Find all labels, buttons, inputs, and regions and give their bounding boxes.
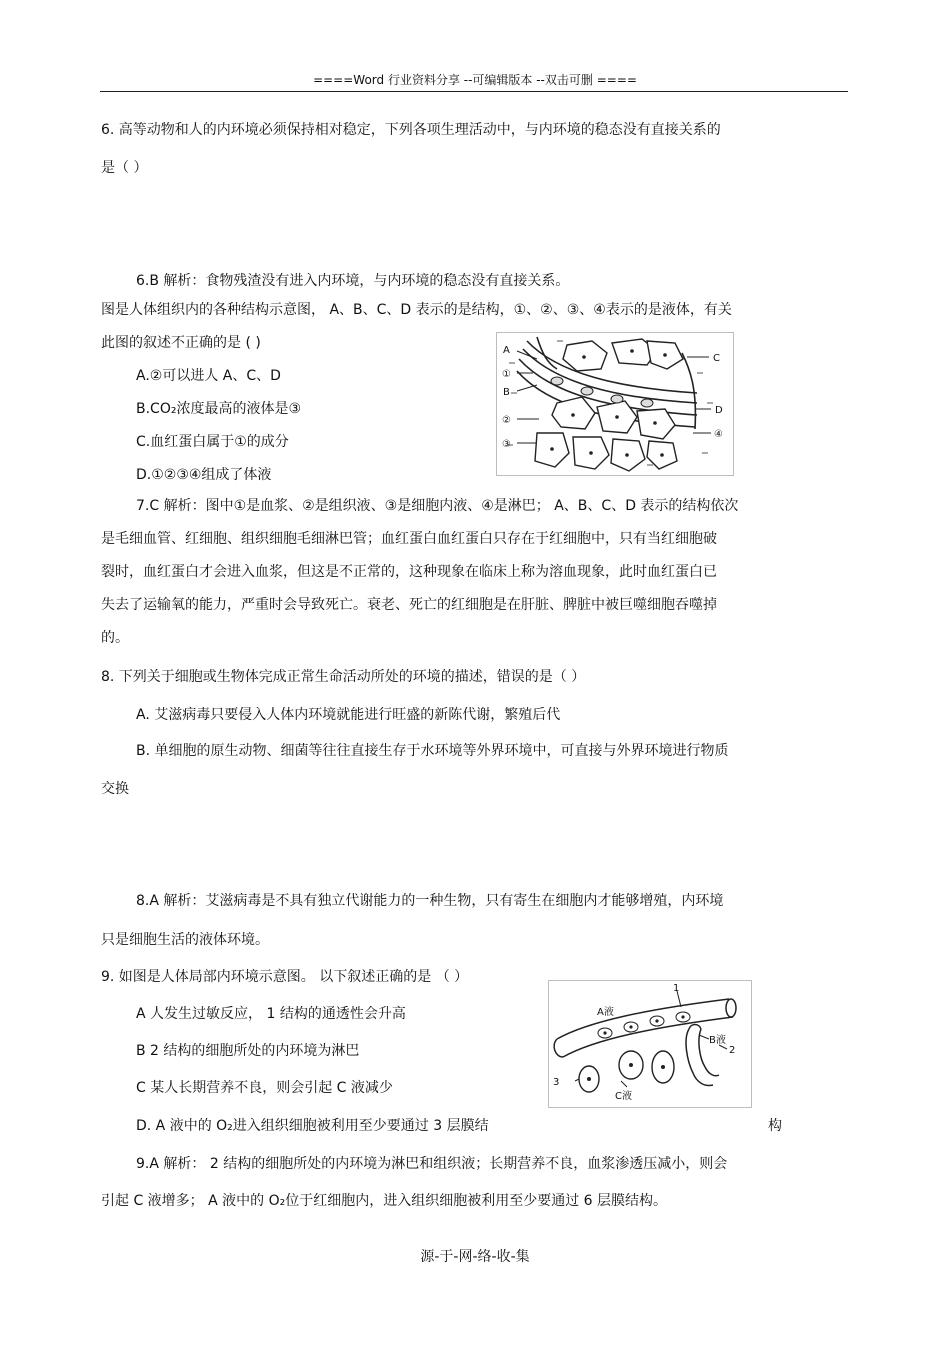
q7-option-a: A.②可以进人 A、C、D <box>136 368 281 384</box>
q9-option-c: C 某人长期营养不良，则会引起 C 液减少 <box>136 1080 393 1096</box>
q8-option-b: B. 单细胞的原生动物、细菌等往往直接生存于水环境等外界环境中，可直接与外界环境进行物质 <box>136 743 729 759</box>
fig9-label-3: 3 <box>553 1077 560 1088</box>
q7-answer-line1: 7.C 解析：图中①是血浆、②是组织液、③是细胞内液、④是淋巴； A、B、C、D 表示的结构依次 <box>136 498 739 514</box>
q7-option-c: C.血红蛋白属于①的成分 <box>136 434 289 450</box>
q7-answer-line5: 的。 <box>101 630 129 646</box>
fig9-label-b-fluid: B液 <box>709 1035 726 1046</box>
q9-option-d-tail: 构 <box>768 1118 782 1134</box>
fig7-label-c: C <box>713 353 720 364</box>
q7-answer-line4: 失去了运输氧的能力，严重时会导致死亡。衰老、死亡的红细胞是在肝脏、脾脏中被巨噬细胞吞噬掉 <box>101 597 717 613</box>
fig7-label-1: ① <box>502 369 511 380</box>
q8-stem: 8. 下列关于细胞或生物体完成正常生命活动所处的环境的描述，错误的是（ ） <box>101 669 586 685</box>
q7-option-d: D.①②③④组成了体液 <box>136 467 272 483</box>
fig7-label-4: ④ <box>714 429 723 440</box>
fig9-label-2: 2 <box>729 1045 736 1056</box>
fig7-label-d: D <box>715 405 723 416</box>
q7-stem-line2: 此图的叙述不正确的是 ( ) <box>101 335 261 351</box>
q6-stem-line1: 6. 高等动物和人的内环境必须保持相对稳定，下列各项生理活动中，与内环境的稳态没有直接关系的 <box>101 122 721 138</box>
page-header: ====Word 行业资料分享 --可编辑版本 --双击可删 ==== <box>313 73 637 87</box>
q9-answer-line2: 引起 C 液增多； A 液中的 O₂位于红细胞内，进入组织细胞被利用至少要通过 6 层膜结构。 <box>101 1193 668 1209</box>
local-internal-environment-figure <box>548 980 752 1108</box>
q9-stem: 9. 如图是人体局部内环境示意图。 以下叙述正确的是 （ ） <box>101 969 469 985</box>
page-footer: 源-于-网-络-收-集 <box>420 1249 530 1265</box>
q6-stem-line2: 是（ ） <box>101 160 148 176</box>
q8-answer-line1: 8.A 解析：艾滋病毒是不具有独立代谢能力的一种生物，只有寄生在细胞内才能够增殖，内环境 <box>136 893 724 909</box>
fig7-label-3: ③ <box>502 439 511 450</box>
q7-stem-line1: 图是人体组织内的各种结构示意图， A、B、C、D 表示的是结构，①、②、③、④表示的是液体，有关 <box>101 302 732 318</box>
fig9-label-c-fluid: C液 <box>615 1091 632 1102</box>
q9-answer-line1: 9.A 解析： 2 结构的细胞所处的内环境为淋巴和组织液；长期营养不良，血浆渗透压减小，则会 <box>136 1156 728 1172</box>
fig7-label-a: A <box>503 345 510 356</box>
q7-answer-line2: 是毛细血管、红细胞、组织细胞毛细淋巴管；血红蛋白血红蛋白只存在于红细胞中，只有当红细胞破 <box>101 531 717 547</box>
fig7-label-2: ② <box>502 415 511 426</box>
q9-option-b: B 2 结构的细胞所处的内环境为淋巴 <box>136 1043 360 1059</box>
q6-answer: 6.B 解析：食物残渣没有进入内环境，与内环境的稳态没有直接关系。 <box>136 273 570 289</box>
q8-answer-line2: 只是细胞生活的液体环境。 <box>101 932 269 948</box>
fig9-label-a-fluid: A液 <box>597 1007 614 1018</box>
q9-option-a: A 人发生过敏反应， 1 结构的通透性会升高 <box>136 1006 406 1022</box>
q7-option-b: B.CO₂浓度最高的液体是③ <box>136 401 302 417</box>
tissue-structure-figure <box>496 332 734 476</box>
fig7-label-b: B <box>503 387 510 398</box>
q8-option-b-cont: 交换 <box>101 781 129 797</box>
q7-answer-line3: 裂时，血红蛋白才会进入血浆，但这是不正常的，这种现象在临床上称为溶血现象，此时血红蛋白已 <box>101 564 717 580</box>
fig9-label-1: 1 <box>673 983 680 994</box>
q8-option-a: A. 艾滋病毒只要侵入人体内环境就能进行旺盛的新陈代谢，繁殖后代 <box>136 707 561 723</box>
header-rule <box>100 91 848 92</box>
q9-option-d: D. A 液中的 O₂进入组织细胞被利用至少要通过 3 层膜结 <box>136 1118 489 1134</box>
